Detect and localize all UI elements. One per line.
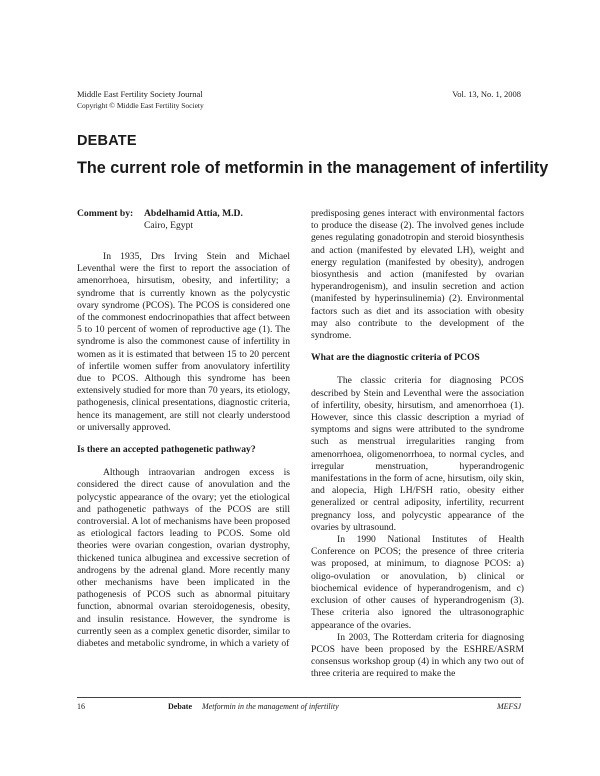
journal-abbreviation: MEFSJ: [497, 702, 521, 711]
copyright-notice: Copyright © Middle East Fertility Society: [77, 101, 204, 110]
journal-name: Middle East Fertility Society Journal: [77, 89, 203, 99]
byline-label: Comment by:: [77, 208, 134, 219]
section-heading-pathogenesis: Is there an accepted pathogenetic pathway?: [77, 444, 256, 456]
left-column: [77, 208, 290, 650]
page-number: 16: [77, 702, 85, 711]
paragraph: In 1935, Drs Irving Stein and Michael Leventhal were the first to report the association of amenorrhoea, hirsutism, obesity, and infertility; a syndrome that is currently known as the polycystic ovary syndrome (PCOS). The PCOS is considered one of the commonest endocrinopathies that affect between 5 to 10 percent of women of reproductive age (1). The syndrome is also the commonest cause of infertility in women as it is estimated that between 15 to 20 percent of infertile women suffer from anovulatory infertility due to PCOS. Although this syndrome has been extensively studied for more than 70 years, its etiology, pathogenesis, clinical presentations, diagnostic criteria, hence its management, are still not clearly understood or universally approved.: [77, 251, 290, 433]
byline: [77, 208, 290, 232]
section-label: DEBATE: [77, 133, 137, 149]
paragraph: The classic criteria for diagnosing PCOS described by Stein and Leventhal were the association of infertility, obesity, hirsutism, and amenorrhoea (1). However, since this classic description a myriad of symptoms and signs were attributed to the syndrome such as menstrual irregularities ranging from amenorrhoea, oligomenorrhoea, to normal cycles, and irregular menstruation, hyperandrogenic manifestations in the form of acne, hirsutism, oily skin, and alopecia, High LH/FSH ratio, obesity either generalized or central adiposity, infertility, recurrent pregnancy loss, and polycystic appearance of the ovaries by ultrasound.: [311, 375, 524, 533]
running-title: Metformin in the management of infertility: [202, 702, 339, 711]
article-title: The current role of metformin in the management of infertility: [77, 159, 549, 177]
right-column: [311, 208, 524, 681]
paragraph: In 1990 National Institutes of Health Conference on PCOS; the presence of three criteria was proposed, at minimum, to diagnose PCOS: a) oligo-ovulation or anovulation, b) clinical or biochemical evidence of hyperandrogenism, and c) exclusion of other causes of hyperandrogenism (3). These criteria also ignored the ultrasonographic appearance of the ovaries.: [311, 534, 524, 631]
footer-section: Debate: [168, 702, 192, 711]
byline-author: Abdelhamid Attia, M.D.: [144, 208, 243, 219]
paragraph: predisposing genes interact with environmental factors to produce the disease (2). The involved genes include genes regulating gonadotropin and steroid biosynthesis and action (manifested by elevated LH), weight and energy regulation (manifested by obesity), androgen biosynthesis and action (manifested by ovarian hyperandrogenism), and insulin secretion and action (manifested by hyperinsulinemia) (2). Environmental factors such as diet and its association with obesity may also contribute to the development of the syndrome.: [311, 208, 524, 342]
volume-info: Vol. 13, No. 1, 2008: [452, 89, 521, 99]
paragraph: Although intraovarian androgen excess is considered the direct cause of anovulation and the polycystic appearance of the ovary; yet the etiological and pathogenetic pathways of the PCOS are still controversial. A lot of mechanisms have been proposed as etiological factors leading to PCOS. Some old theories were ovarian congestion, ovarian dystrophy, thickened tunica albuginea and excessive secretion of androgens by the adrenal gland. More recently many other mechanisms have been implicated in the pathogenesis of PCOS such as abnormal pituitary function, abnormal ovarian steroidogenesis, obesity, and insulin resistance. However, the syndrome is currently seen as a complex genetic disorder, similar to diabetes and metabolic syndrome, in which a variety of: [77, 467, 290, 650]
footer-divider: [77, 697, 521, 698]
paragraph: In 2003, The Rotterdam criteria for diagnosing PCOS have been proposed by the ESHRE/ASRM consensus workshop group (4) in which any two out of three criteria are required to make the: [311, 631, 524, 680]
section-heading-diagnostic-criteria: What are the diagnostic criteria of PCOS: [311, 352, 480, 364]
byline-location: Cairo, Egypt: [144, 220, 194, 231]
